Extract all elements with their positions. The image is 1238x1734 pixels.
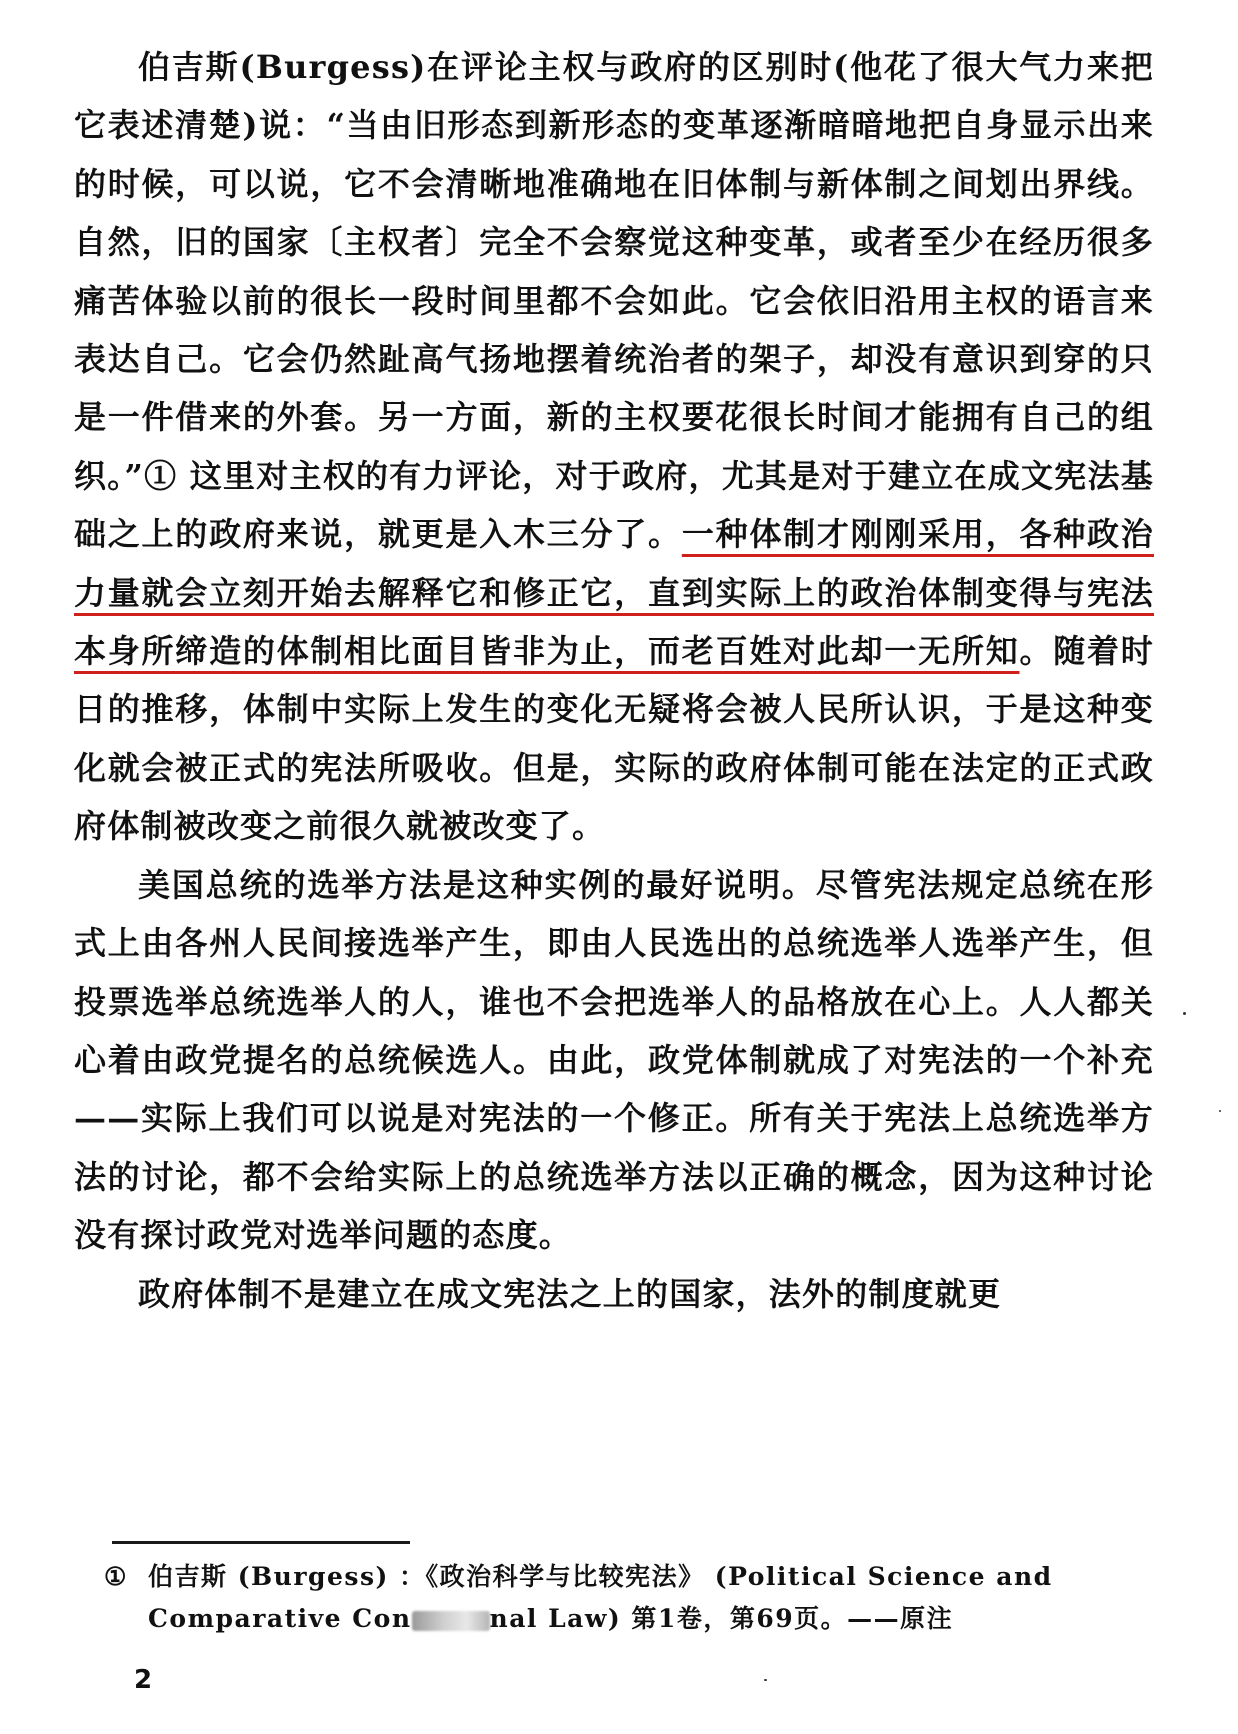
footnote: [104, 1556, 1138, 1640]
page-number: 2: [134, 1665, 153, 1695]
redaction-blur: [412, 1611, 490, 1631]
footnote-divider: [112, 1541, 410, 1544]
paragraph-unwritten-constitution: 政府体制不是建立在成文宪法之上的国家，法外的制度就更: [138, 1274, 1002, 1313]
scan-speck: [1219, 1110, 1221, 1112]
body-text: [74, 38, 1154, 1323]
scan-speck: [1183, 1012, 1186, 1015]
red-underlined-passage: 一种体制才刚刚采用，各种政治力量就会立刻开始去解释它和修正它，直到实际上的政治体制变得与宪法本身所缔造的体制相比面目皆非为止，而老百姓对此却一无所知: [74, 515, 1154, 671]
paragraph-us-election: 美国总统的选举方法是这种实例的最好说明。尽管宪法规定总统在形式上由各州人民间接选举产生，即由人民选出的总统选举人选举产生，但投票选举总统选举人的人，谁也不会把选举人的品格放在心上。人人都关心着由政党提名的总统候选人。由此，政党体制就成了对宪法的一个补充——实际上我们可以说是对宪法的一个修正。所有关于宪法上总统选举方法的讨论，都不会给实际上的总统选举方法以正确的概念，因为这种讨论没有探讨政党对选举问题的态度。: [74, 865, 1154, 1255]
footnote-text-part1: 伯吉斯 (Burgess) ：《政治科学与比较宪法》 (Political Science and Comparative Con: [148, 1562, 1053, 1633]
scan-speck: [764, 1679, 767, 1681]
paragraph-burgess-quote: [74, 38, 1154, 856]
paragraph-1-text: 伯吉斯(Burgess)在评论主权与政府的区别时(他花了很大气力来把它表述清楚)说：“当由旧形态到新形态的变革逐渐暗暗地把自身显示出来的时候，可以说，它不会清晰地准确地在旧体制与新体制之间划出界线。自然，旧的国家〔主权者〕完全不会察觉这种变革，或者至少在经历很多痛苦体验以前的很长一段时间里都不会如此。它会依旧沿用主权的语言来表达自己。它会仍然趾高气扬地摆着统治者的架子，却没有意识到穿的只是一件借来的外套。另一方面，新的主权要花很长时间才能拥有自己的组织。”① 这里对主权的有力评论，对于政府，尤其是对于建立在成文宪法基础之上的政府来说，就更是入木三分了。: [74, 48, 1154, 554]
footnote-marker: ①: [104, 1562, 128, 1591]
footnote-text-part2: nal Law) 第1卷，第69页。——原注: [489, 1604, 954, 1633]
paragraph-1-continuation: 。随着时日的推移，体制中实际上发生的变化无疑将会被人民所认识，于是这种变化就会被正式的宪法所吸收。但是，实际的政府体制可能在法定的正式政府体制被改变之前很久就被改变了。: [74, 632, 1154, 846]
